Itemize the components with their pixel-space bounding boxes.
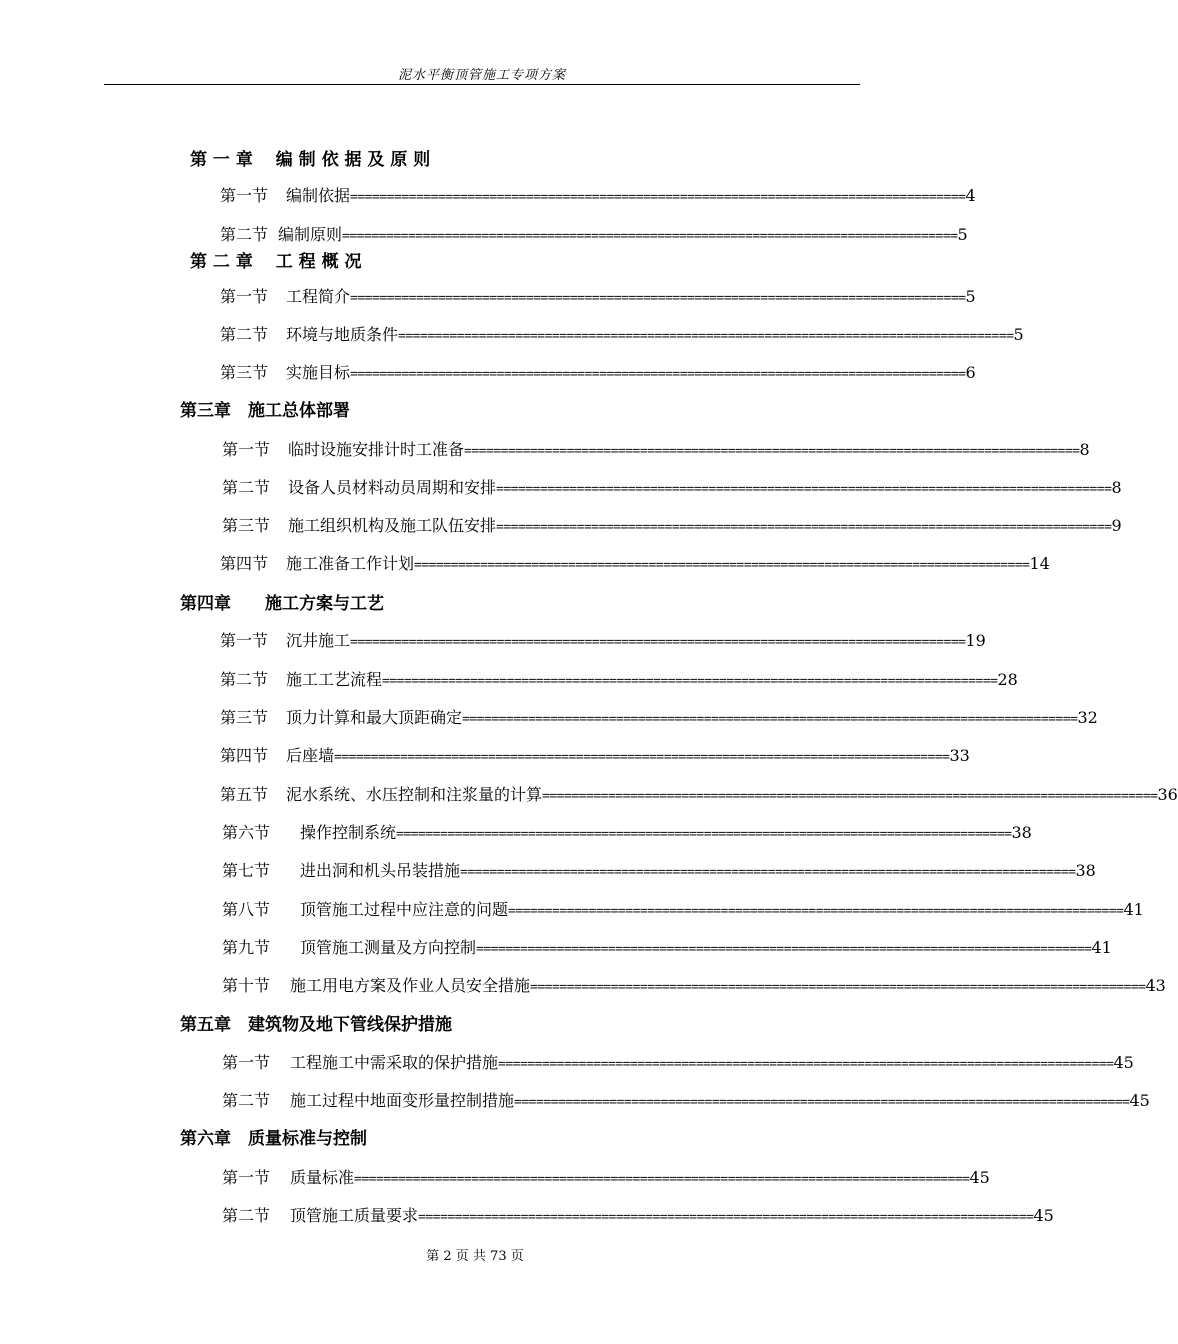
dot-leader: ==================================================================================== [396,827,1012,842]
dot-leader: ==================================================================================== [342,229,958,244]
section-title: 顶管施工测量及方向控制 [300,938,477,957]
dot-leader: ==================================================================================== [334,750,950,765]
dot-leader: ==================================================================================== [382,674,998,689]
page-number: 36 [1157,785,1178,804]
section-title: 编制原则 [278,225,343,244]
chapter-2-heading: 第 二 章 工 程 概 况 [190,252,362,272]
section-number: 第三节 [222,516,271,535]
section-number: 第八节 [222,900,271,919]
section-number: 第九节 [222,938,271,957]
page-number: 45 [1129,1091,1150,1110]
dot-leader: ==================================================================================== [476,942,1092,957]
section-title: 工程施工中需采取的保护措施 [290,1053,499,1072]
toc-entry[interactable] [222,859,1096,883]
page-number: 6 [965,363,976,382]
section-title: 质量标准 [290,1168,355,1187]
section-number: 第五节 [220,785,269,804]
toc-entry[interactable] [220,184,976,208]
page-counter: 第 2 页 共 73 页 [426,1249,524,1264]
toc-entry[interactable] [220,361,976,385]
toc-entry[interactable] [220,285,976,309]
page-number: 43 [1145,976,1166,995]
dot-leader: ==================================================================================== [462,712,1078,727]
toc-entry[interactable] [222,476,1122,500]
section-number: 第七节 [222,861,271,880]
section-title: 施工准备工作计划 [286,554,415,573]
section-number: 第二节 [220,325,269,344]
page-number: 9 [1111,516,1122,535]
page-number: 38 [1011,823,1032,842]
toc-entry[interactable] [222,898,1144,922]
page-number: 32 [1077,708,1098,727]
section-number: 第二节 [222,1206,271,1225]
page-number: 45 [1033,1206,1054,1225]
dot-leader: ==================================================================================== [418,1210,1034,1225]
section-title: 临时设施安排计时工准备 [288,440,465,459]
page-number: 19 [965,631,986,650]
section-title: 施工用电方案及作业人员安全措施 [290,976,531,995]
page-number: 41 [1123,900,1144,919]
dot-leader: ==================================================================================== [514,1095,1130,1110]
section-number: 第一节 [222,440,271,459]
toc-entry[interactable] [222,1089,1150,1113]
section-number: 第二节 [220,225,269,244]
page-number: 8 [1079,440,1090,459]
section-number: 第一节 [222,1168,271,1187]
toc-entry[interactable] [222,974,1166,998]
chapter-6-heading: 第六章 质量标准与控制 [180,1129,367,1149]
page-number: 41 [1091,938,1112,957]
section-title: 顶管施工过程中应注意的问题 [300,900,509,919]
toc-entry[interactable] [220,552,1050,576]
dot-leader: ==================================================================================== [350,291,966,306]
page-number: 5 [965,287,976,306]
section-title: 施工组织机构及施工队伍安排 [288,516,497,535]
section-number: 第二节 [222,1091,271,1110]
section-title: 沉井施工 [286,631,351,650]
dot-leader: ==================================================================================== [350,367,966,382]
section-title: 泥水系统、水压控制和注浆量的计算 [286,785,543,804]
dot-leader: ==================================================================================== [350,635,966,650]
dot-leader: ==================================================================================== [460,865,1076,880]
section-number: 第四节 [220,746,269,765]
dot-leader: ==================================================================================== [398,329,1014,344]
section-number: 第十节 [222,976,271,995]
toc-entry[interactable] [220,629,986,653]
toc-entry[interactable] [220,783,1178,807]
page-number: 8 [1111,478,1122,497]
toc-entry[interactable] [222,1204,1054,1228]
page-number: 5 [1013,325,1024,344]
header-title: 泥水平衡顶管施工专项方案 [397,68,566,83]
chapter-5-heading: 第五章 建筑物及地下管线保护措施 [180,1015,452,1035]
page-number: 38 [1075,861,1096,880]
dot-leader: ==================================================================================== [542,789,1158,804]
section-number: 第一节 [220,631,269,650]
dot-leader: ==================================================================================== [496,520,1112,535]
toc-entry[interactable] [222,438,1090,462]
section-number: 第六节 [222,823,271,842]
dot-leader: ==================================================================================== [530,980,1146,995]
page-number: 14 [1029,554,1050,573]
page-number: 4 [965,186,976,205]
page-footer [0,1245,950,1264]
section-title: 实施目标 [286,363,351,382]
section-number: 第一节 [220,186,269,205]
section-title: 环境与地质条件 [286,325,399,344]
section-title: 编制依据 [286,186,351,205]
page-number: 45 [969,1168,990,1187]
dot-leader: ==================================================================================== [508,904,1124,919]
chapter-4-heading: 第四章 施工方案与工艺 [180,594,384,614]
dot-leader: ==================================================================================== [414,558,1030,573]
section-title: 施工过程中地面变形量控制措施 [290,1091,515,1110]
dot-leader: ==================================================================================== [498,1057,1114,1072]
dot-leader: ==================================================================================== [464,444,1080,459]
toc-entry[interactable] [220,323,1024,347]
section-title: 顶力计算和最大顶距确定 [286,708,463,727]
toc-entry[interactable] [222,1166,990,1190]
section-number: 第三节 [220,708,269,727]
section-number: 第三节 [220,363,269,382]
dot-leader: ==================================================================================== [350,190,966,205]
toc-entry[interactable] [220,223,968,247]
toc-entry[interactable] [220,744,970,768]
page-number: 45 [1113,1053,1134,1072]
section-title: 操作控制系统 [300,823,397,842]
section-number: 第一节 [222,1053,271,1072]
section-number: 第二节 [220,670,269,689]
section-number: 第二节 [222,478,271,497]
page-number: 5 [957,225,968,244]
section-number: 第一节 [220,287,269,306]
toc-entry[interactable] [222,936,1112,960]
section-title: 进出洞和机头吊装措施 [300,861,461,880]
toc-entry[interactable] [220,668,1018,692]
section-title: 设备人员材料动员周期和安排 [288,478,497,497]
section-title: 顶管施工质量要求 [290,1206,419,1225]
toc-entry[interactable] [222,514,1122,538]
toc-entry[interactable] [220,706,1098,730]
section-title: 工程简介 [286,287,351,306]
dot-leader: ==================================================================================== [496,482,1112,497]
page-number: 33 [949,746,970,765]
chapter-3-heading: 第三章 施工总体部署 [180,401,350,421]
chapter-1-heading: 第 一 章 编 制 依 据 及 原 则 [190,150,431,170]
section-number: 第四节 [220,554,269,573]
page-number: 28 [997,670,1018,689]
section-title: 施工工艺流程 [286,670,383,689]
toc-entry[interactable] [222,1051,1134,1075]
toc-entry[interactable] [222,821,1032,845]
section-title: 后座墙 [286,746,335,765]
dot-leader: ==================================================================================== [354,1172,970,1187]
